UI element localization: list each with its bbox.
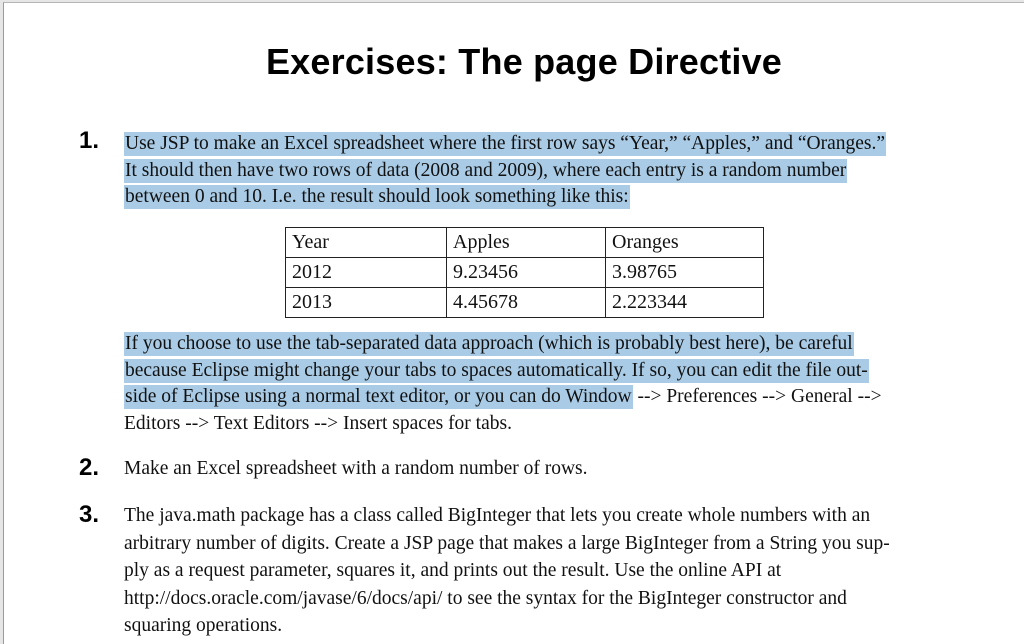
table-cell: 2.223344 [606, 288, 764, 318]
selected-text[interactable]: It should then have two rows of data (2008 and 2009), where each entry is a random number [125, 159, 847, 181]
exercise-number-1: 1. [79, 127, 100, 154]
exercise-1-note[interactable] [124, 331, 984, 437]
exercise-1-line[interactable] [124, 131, 984, 158]
table-header-cell: Apples [447, 228, 606, 258]
exercise-3-line[interactable]: http://docs.oracle.com/javase/6/docs/api/ to see the syntax for the BigInteger constructor and [124, 587, 847, 609]
note-line[interactable] [124, 384, 984, 411]
table-cell: 9.23456 [447, 258, 606, 288]
note-line[interactable] [124, 411, 984, 438]
exercise-2-line[interactable]: Make an Excel spreadsheet with a random number of rows. [124, 458, 588, 479]
table-header-cell: Year [286, 228, 447, 258]
exercise-1-text[interactable] [124, 131, 984, 211]
document-page [3, 2, 1024, 644]
note-text[interactable]: --> Preferences --> General --> [632, 386, 882, 407]
note-line[interactable] [124, 358, 984, 385]
selected-text[interactable]: side of Eclipse using a normal text editor, or you can do Window [125, 386, 632, 407]
selected-text[interactable]: between 0 and 10. I.e. the result should look something like this: [125, 186, 629, 207]
table-row [286, 258, 764, 288]
table-row [286, 288, 764, 318]
exercise-2-text[interactable] [124, 456, 984, 483]
note-text[interactable]: Editors --> Text Editors --> Insert spaces for tabs. [124, 412, 512, 434]
exercise-3-line[interactable]: The java.math package has a class called BigInteger that lets you create whole numbers with an [124, 505, 871, 526]
table-cell: 4.45678 [447, 288, 606, 318]
exercise-1-line[interactable] [124, 158, 984, 185]
exercise-number-2: 2. [79, 454, 100, 481]
exercise-3-line[interactable]: ply as a request parameter, squares it, and prints out the result. Use the online API at [124, 560, 782, 581]
table-cell: 3.98765 [606, 258, 764, 288]
exercise-3-line[interactable]: arbitrary number of digits. Create a JSP page that makes a large BigInteger from a String you sup- [124, 532, 890, 554]
exercise-3-line[interactable]: squaring operations. [124, 615, 283, 636]
selected-text[interactable]: Use JSP to make an Excel spreadsheet where the first row says “Year,” “Apples,” and “Oranges.” [125, 133, 886, 154]
table-header-row [286, 228, 764, 258]
selected-text[interactable]: because Eclipse might change your tabs to spaces automatically. If so, you can edit the file out- [125, 359, 868, 381]
example-spreadsheet-table [285, 227, 764, 318]
table-header-cell: Oranges [606, 228, 764, 258]
exercise-3-text[interactable] [124, 503, 984, 641]
table-cell: 2013 [286, 288, 447, 318]
table-cell: 2012 [286, 258, 447, 288]
exercise-1-line[interactable] [124, 184, 984, 211]
exercise-number-3: 3. [79, 501, 100, 528]
page-title: Exercises: The page Directive [265, 41, 783, 82]
selected-text[interactable]: If you choose to use the tab-separated data approach (which is probably best here), be careful [125, 333, 853, 354]
note-line[interactable] [124, 331, 984, 358]
